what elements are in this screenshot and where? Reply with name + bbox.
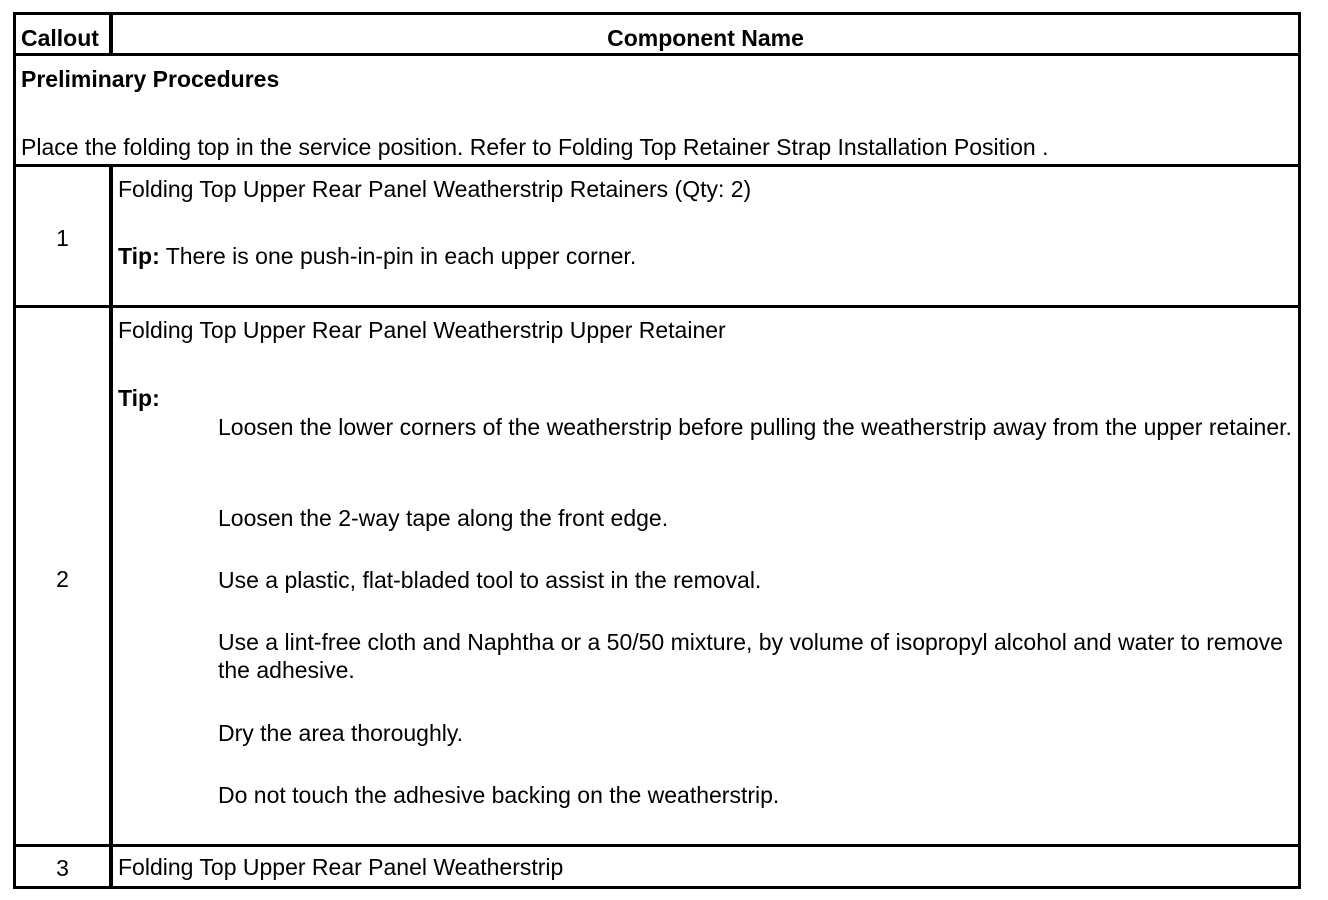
row-2-tip-6: Do not touch the adhesive backing on the weatherstrip. [218,782,780,808]
row-2-tip-label: Tip: [118,385,160,411]
procedure-table [13,12,1301,889]
header-callout: Callout [21,25,99,51]
header-bottom-rule [16,53,1298,56]
row-2-component-name: Folding Top Upper Rear Panel Weatherstrip Upper Retainer [118,317,726,343]
row-2-tip-4: Use a lint-free cloth and Naphtha or a 50/50 mixture, by volume of isopropyl alcohol and water to remove the adhesive. [218,629,1283,683]
preliminary-title: Preliminary Procedures [21,66,280,92]
row-3-component-name: Folding Top Upper Rear Panel Weatherstrip [118,854,564,880]
row-3-callout: 3 [56,855,69,881]
preliminary-text: Place the folding top in the service position. Refer to Folding Top Retainer Strap Installation Position . [21,134,1049,160]
row-2-tip-3: Use a plastic, flat-bladed tool to assist in the removal. [218,567,762,593]
row-1-bottom-rule [16,305,1298,308]
row-2-tip-5: Dry the area thoroughly. [218,720,464,746]
row-1-tip-label: Tip: [118,243,160,269]
header-divider [109,15,113,56]
row-1-callout: 1 [56,225,69,251]
row-2-tip-2: Loosen the 2-way tape along the front edge. [218,505,669,531]
row-2-tip-1: Loosen the lower corners of the weatherstrip before pulling the weatherstrip away from the upper retainer. [218,414,1292,440]
row-2-divider [109,305,113,845]
row-2-bottom-rule [16,844,1298,847]
header-component-name: Component Name [607,25,804,51]
row-1-tip-text: There is one push-in-pin in each upper corner. [159,243,637,269]
row-2-callout: 2 [56,566,69,592]
row-1-divider [109,164,113,306]
row-1-component-name: Folding Top Upper Rear Panel Weatherstrip Retainers (Qty: 2) [118,176,752,202]
row-3-divider [109,844,113,889]
row-1-tip [118,242,636,270]
preliminary-bottom-rule [16,164,1298,167]
